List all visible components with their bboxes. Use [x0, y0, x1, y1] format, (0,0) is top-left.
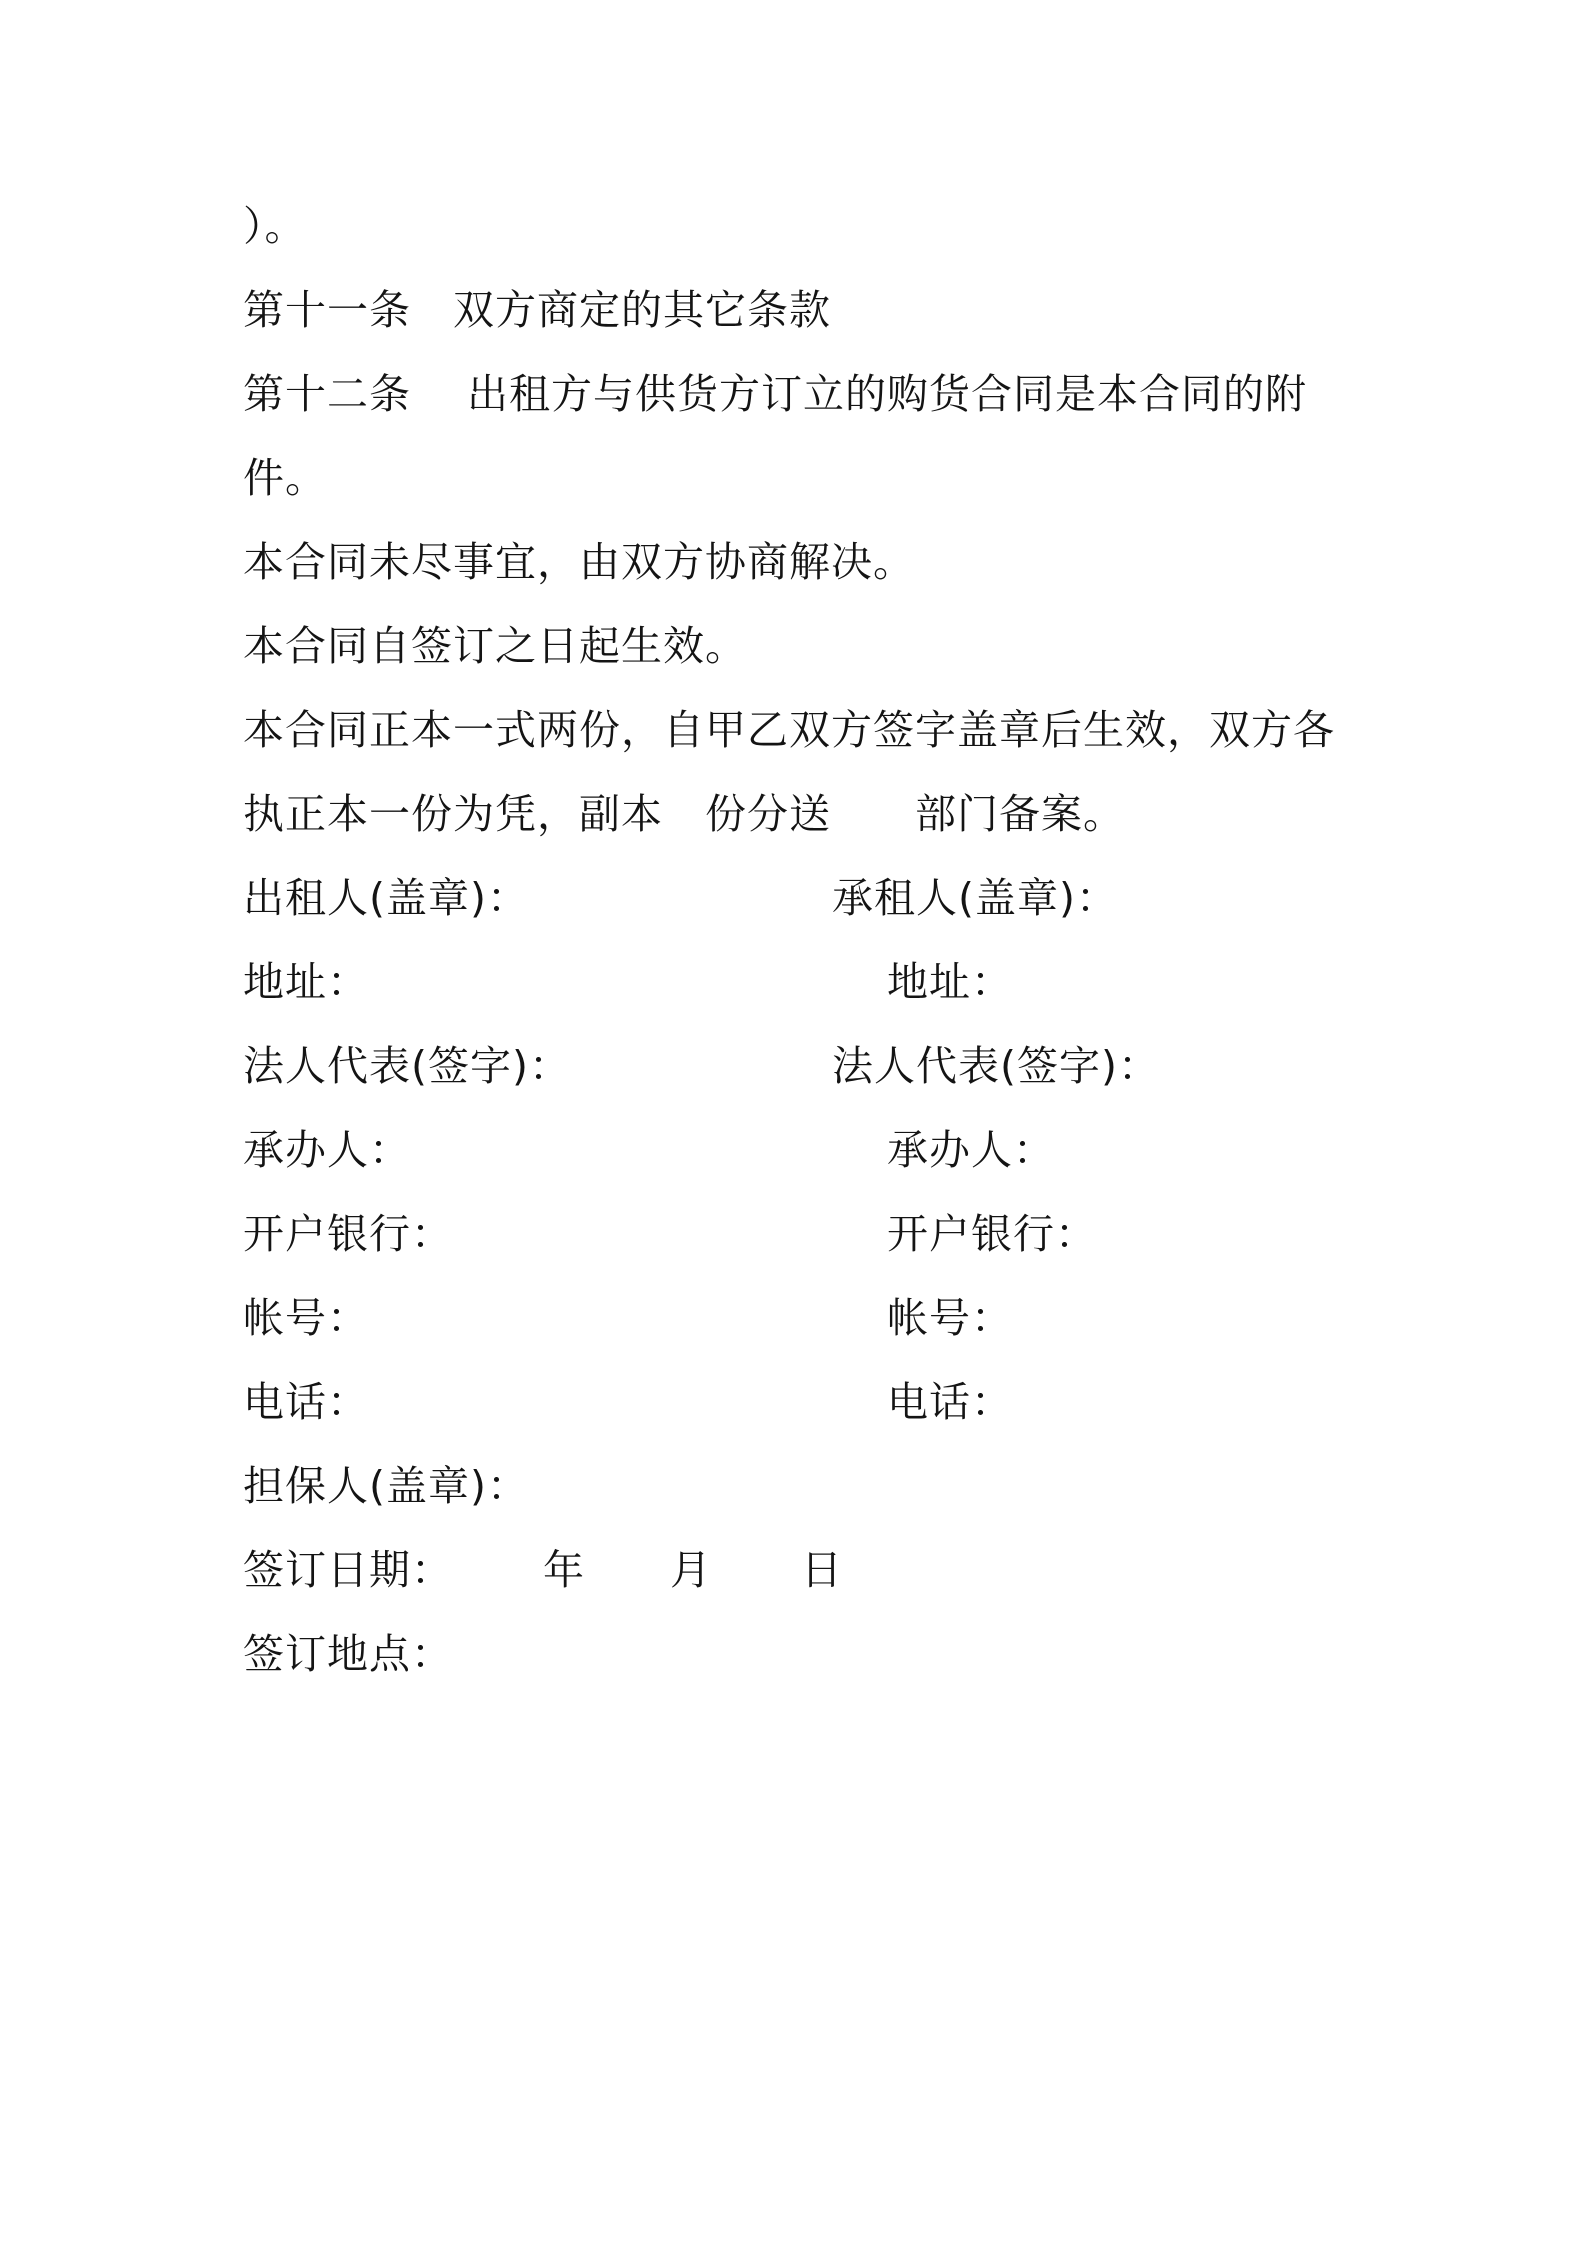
sign-date-year: 年	[543, 1546, 585, 1594]
lessor-address-label: 地址：	[243, 958, 369, 1006]
article-12-line-2: 件。	[243, 454, 327, 502]
lessee-handler-label: 承办人：	[887, 1126, 1055, 1174]
lessee-address-label: 地址：	[887, 958, 1013, 1006]
article-11: 第十一条 双方商定的其它条款	[243, 286, 831, 334]
signature-row-phone	[0, 1374, 1586, 1430]
lessor-legal-rep-label: 法人代表(签字)：	[243, 1042, 571, 1090]
paragraph-line: ）。	[243, 202, 307, 250]
signature-row-legal-rep	[0, 1038, 1586, 1094]
article-12-line-1: 第十二条 出租方与供货方订立的购货合同是本合同的附	[243, 370, 1308, 418]
clause-effective-date: 本合同自签订之日起生效。	[243, 622, 747, 670]
clause-copies-line-2: 执正本一份为凭，副本 份分送 部门备案。	[243, 790, 1125, 838]
clause-unresolved-matters: 本合同未尽事宜，由双方协商解决。	[243, 538, 915, 586]
lessor-seal-label: 出租人(盖章)：	[243, 874, 529, 922]
sign-date-row	[0, 1542, 1586, 1598]
sign-date-label: 签订日期：	[243, 1546, 453, 1594]
sign-date-day: 日	[801, 1546, 843, 1594]
signature-row-handler	[0, 1122, 1586, 1178]
signature-row-bank	[0, 1206, 1586, 1262]
lessor-bank-label: 开户银行：	[243, 1210, 453, 1258]
lessee-seal-label: 承租人(盖章)：	[832, 874, 1118, 922]
clause-copies-line-1: 本合同正本一式两份，自甲乙双方签字盖章后生效，双方各	[243, 706, 1335, 754]
signature-row-seal	[0, 870, 1586, 926]
lessor-handler-label: 承办人：	[243, 1126, 411, 1174]
guarantor-seal-label: 担保人(盖章)：	[243, 1462, 529, 1510]
lessee-bank-label: 开户银行：	[887, 1210, 1097, 1258]
lessee-phone-label: 电话：	[887, 1378, 1013, 1426]
signature-row-account	[0, 1290, 1586, 1346]
signature-row-address	[0, 954, 1586, 1010]
lessor-phone-label: 电话：	[243, 1378, 369, 1426]
lessee-legal-rep-label: 法人代表(签字)：	[832, 1042, 1160, 1090]
lessor-account-label: 帐号：	[243, 1294, 369, 1342]
sign-date-month: 月	[670, 1546, 712, 1594]
lessee-account-label: 帐号：	[887, 1294, 1013, 1342]
sign-place-label: 签订地点：	[243, 1630, 453, 1678]
